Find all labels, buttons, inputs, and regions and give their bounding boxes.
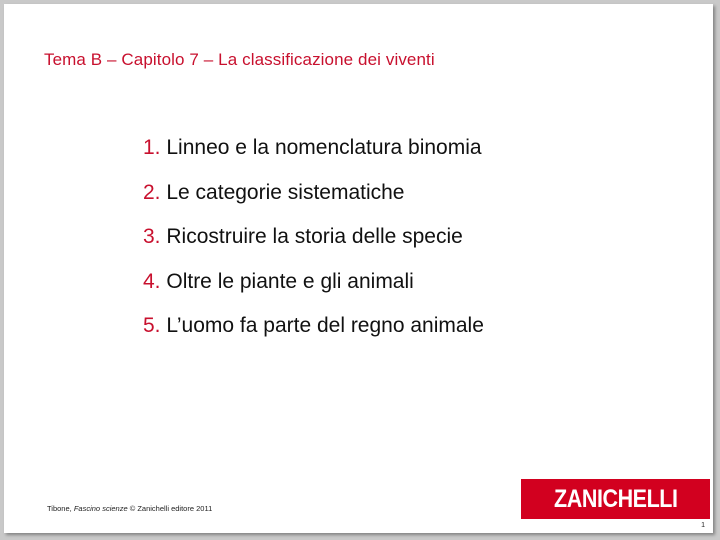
- footer-publisher: © Zanichelli editore 2011: [129, 504, 213, 513]
- toc-item-label: Le categorie sistematiche: [166, 180, 405, 204]
- logo-text: ZANICHELLI: [553, 484, 678, 513]
- zanichelli-logo: [521, 479, 710, 519]
- toc-item-2[interactable]: [143, 177, 484, 222]
- toc-item-number: 1.: [143, 136, 161, 159]
- table-of-contents: [143, 132, 484, 355]
- toc-item-label: Linneo e la nomenclatura binomia: [166, 136, 482, 159]
- toc-item-number: 3.: [143, 225, 161, 248]
- slide-title: Tema B – Capitolo 7 – La classificazione dei viventi: [44, 50, 435, 69]
- toc-item-1[interactable]: [143, 132, 484, 177]
- footer-credit: [47, 504, 212, 513]
- toc-item-5[interactable]: [143, 310, 484, 355]
- toc-item-4[interactable]: [143, 266, 484, 311]
- toc-item-3[interactable]: [143, 221, 484, 266]
- toc-item-label: Oltre le piante e gli animali: [166, 269, 414, 293]
- slide: [4, 4, 713, 533]
- footer-book-title: Fascino scienze: [73, 504, 128, 513]
- toc-item-label: L’uomo fa parte del regno animale: [166, 314, 484, 337]
- footer-author: Tibone,: [47, 504, 72, 513]
- toc-item-number: 2.: [143, 180, 161, 204]
- toc-item-number: 4.: [143, 269, 161, 293]
- toc-item-label: Ricostruire la storia delle specie: [166, 225, 463, 248]
- page-number: 1: [701, 522, 705, 529]
- toc-item-number: 5.: [143, 314, 161, 337]
